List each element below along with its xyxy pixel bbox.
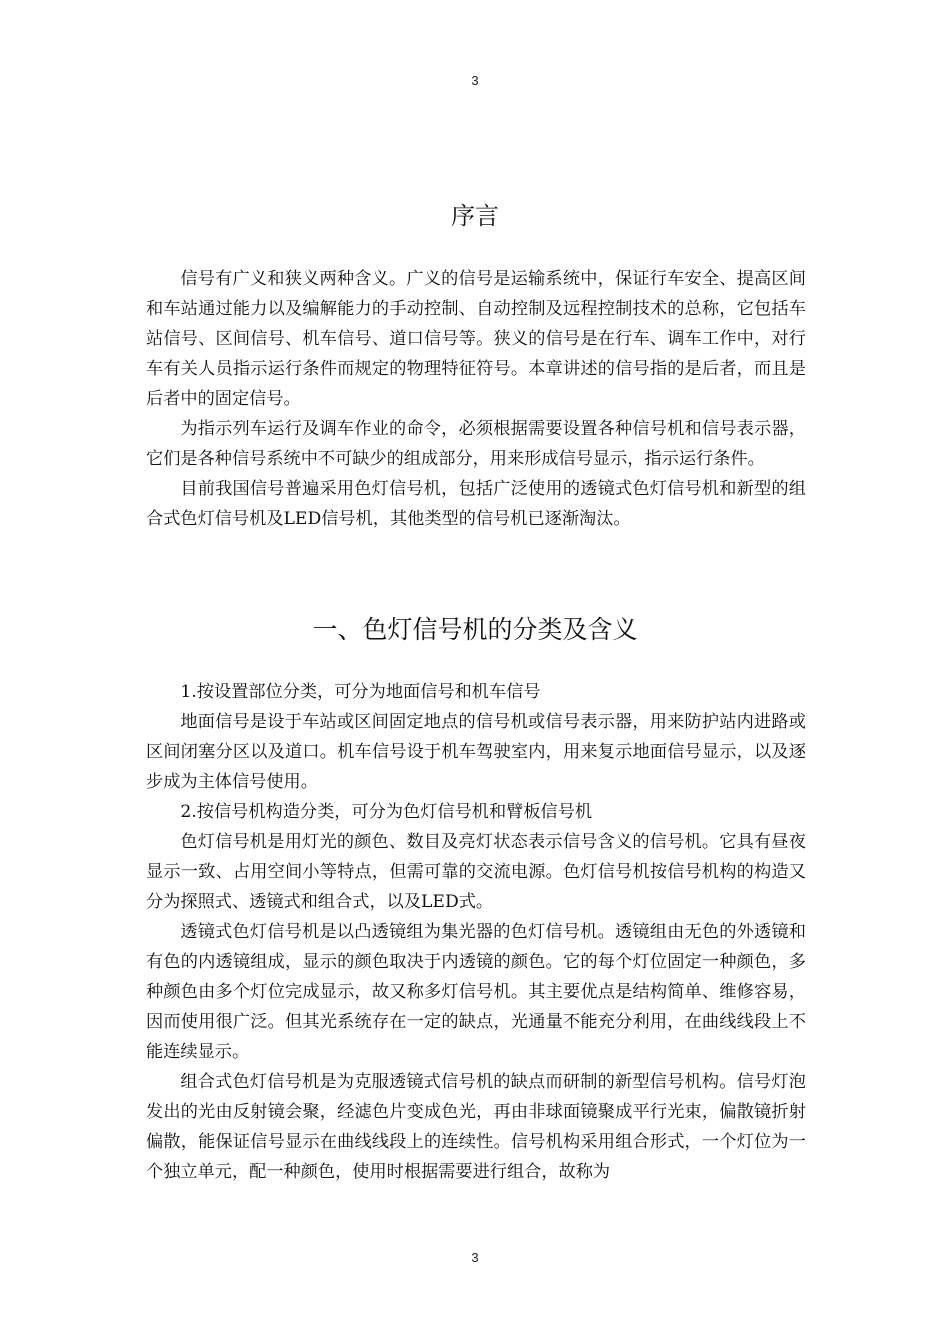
preface-title: 序言 bbox=[451, 202, 499, 230]
section-title: 一、色灯信号机的分类及含义 bbox=[312, 615, 638, 644]
section-paragraph: 透镜式色灯信号机是以凸透镜组为集光器的色灯信号机。透镜组由无色的外透镜和有色的内透镜组成，显示的颜色取决于内透镜的颜色。它的每个灯位固定一种颜色，多种颜色由多个灯位完成显示，故又称多灯信号机。其主要优点是结构简单、维修容易，因而使用很广泛。但其光系统存在一定的缺点，光通量不能充分利用，在曲线线段上不能连续显示。 bbox=[146, 922, 806, 1062]
preface-paragraph: 目前我国信号普遍采用色灯信号机，包括广泛使用的透镜式色灯信号机和新型的组合式色灯信号机及LED信号机，其他类型的信号机已逐渐淘汰。 bbox=[146, 479, 806, 529]
section-paragraph: 2.按信号机构造分类，可分为色灯信号机和臂板信号机 bbox=[180, 802, 593, 822]
section-paragraph: 地面信号是设于车站或区间固定地点的信号机或信号表示器，用来防护站内进路或区间闭塞分区以及道口。机车信号设于机车驾驶室内，用来复示地面信号显示，以及逐步成为主体信号使用。 bbox=[146, 712, 806, 792]
section-paragraph: 组合式色灯信号机是为克服透镜式信号机的缺点而研制的新型信号机构。信号灯泡发出的光由反射镜会聚，经滤色片变成色光，再由非球面镜聚成平行光束，偏散镜折射偏散，能保证信号显示在曲线线段上的连续性。信号机构采用组合形式，一个灯位为一个独立单元，配一种颜色，使用时根据需要进行组合，故称为 bbox=[146, 1072, 806, 1182]
preface-paragraph: 信号有广义和狭义两种含义。广义的信号是运输系统中，保证行车安全、提高区间和车站通过能力以及编解能力的手动控制、自动控制及远程控制技术的总称，它包括车站信号、区间信号、机车信号、道口信号等。狭义的信号是在行车、调车工作中，对行车有关人员指示运行条件而规定的物理特征符号。本章讲述的信号指的是后者，而且是后者中的固定信号。 bbox=[146, 269, 806, 409]
section-paragraph: 色灯信号机是用灯光的颜色、数目及亮灯状态表示信号含义的信号机。它具有昼夜显示一致、占用空间小等特点，但需可靠的交流电源。色灯信号机按信号机构的构造又分为探照式、透镜式和组合式，以及LED式。 bbox=[146, 832, 806, 912]
footer-page-number: 3 bbox=[471, 1250, 479, 1265]
preface-body bbox=[146, 264, 806, 534]
section-paragraph: 1.按设置部位分类，可分为地面信号和机车信号 bbox=[180, 682, 541, 702]
header-page-number: 3 bbox=[471, 73, 479, 88]
section-body bbox=[146, 677, 806, 1187]
preface-paragraph: 为指示列车运行及调车作业的命令，必须根据需要设置各种信号机和信号表示器，它们是各种信号系统中不可缺少的组成部分，用来形成信号显示，指示运行条件。 bbox=[146, 419, 806, 469]
